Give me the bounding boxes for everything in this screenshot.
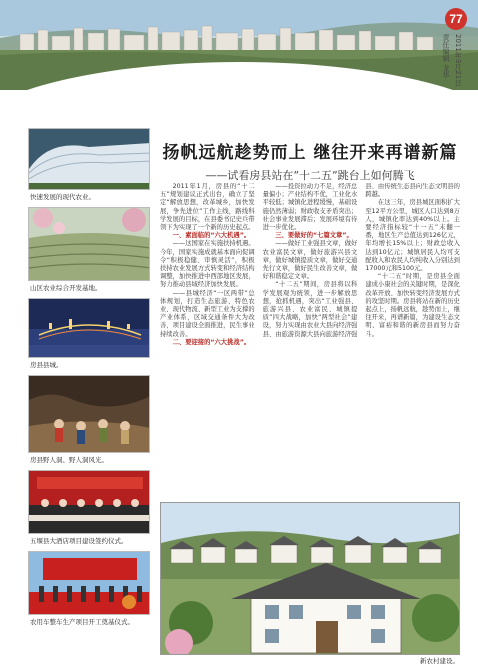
photo-new-village (160, 502, 460, 655)
paragraph: ——县城经济“一区两带”总体规划，打造生态旅游、特色农业、现代物流、新型工业为支撑的产业体系，区域交通条件大为改善，项目建设全面推进，民生事业持续改善。 (160, 289, 255, 338)
paragraph: 2011年1月，房县的“十二五”规划建议正式出台，确立了坚定“解放思想，改革城乡，加快发展，争先进位”工作主线，路线科学发展的目标，在县委书记史兵带领下为实现了一个新的历史起点。 (160, 183, 255, 232)
editor-line: 责任编辑 龙华 (442, 34, 450, 79)
photo-county-night (28, 298, 150, 358)
subheadline: ——试看房县站在“十二五”跳台上如何腾飞 (205, 169, 415, 182)
hotel-signing-image (29, 471, 150, 534)
article-body (160, 183, 460, 499)
paragraph: ——投资拉动力不足，经济总量偏小；产业结构不优，工业化水平较低；城镇化进程缓慢，基础设施仍然薄弱；财政收支矛盾突出；社会事业发展滞后；发展环境有待进一步优化。 (262, 183, 358, 232)
terraces-image (29, 208, 150, 281)
section-heading: 三、要做好的“七篇文章”。 (275, 232, 353, 240)
photo-groundbreaking (28, 551, 150, 615)
page-number-badge: 77 (445, 8, 467, 30)
caption-greenhouse: 快速发展的现代农业。 (30, 193, 95, 201)
paragraph: “十二五”时期，是房县全面建成小康社会的关键时期，是深化改革开放、加快转变经济发展方式的攻坚时期。房县将站在新的历史起点上，扬帆远航，趁势而上，继往开来，再谱新篇，为建设生态文明、富裕和谐的新房县而努力奋斗。 (365, 273, 460, 338)
paragraph: ——这国家在实施扶持机遇。今年，国家实施成就基本面向促调令“积极稳健、审慎灵活”，积极扶持农业发展方式转变和经济结构调整，加快推进中西部地区发展，努力推动县域经济加快发展。 (160, 240, 255, 289)
caption-county-town: 房县县城。 (30, 361, 63, 369)
city-panorama-banner (0, 0, 478, 90)
photo-column (28, 128, 150, 632)
new-village-image (161, 503, 460, 655)
paragraph: 在这三年，房县城区面积扩大至12平方公里，城区人口达到8万人，城镇化率达到40%以上。主要经济指标较“十一五”末翻一番，地区生产总值达到126亿元，年均增长15%以上；财政总收入达到10亿元；城镇居民人均可支配收入和农民人均纯收入分别达到17000元和5100元。 (365, 199, 460, 273)
section-heading: 二、要迎接的“六大挑战”。 (172, 338, 251, 346)
photo-terraces (28, 207, 150, 281)
cave-image (29, 376, 150, 453)
photo-cave (28, 375, 150, 453)
caption-terraces: 山区农业综合开发基地。 (30, 284, 102, 292)
article-headline-block (160, 138, 460, 183)
paragraph: ——做好工业强县文章，做好农业富民文章，做好旅游兴县文章，做好城镇提质文章，做好交通先行文章，做好民生改善文章，做好和谐稳定文章。 (262, 240, 358, 281)
caption-groundbreaking: 农用车整车生产项目开工奠基仪式。 (30, 618, 134, 626)
greenhouse-image (29, 129, 150, 190)
caption-hotel-signing: 五堰县大酒店项目建设签约仪式。 (30, 537, 128, 545)
photo-hotel-signing (28, 470, 150, 534)
caption-new-village: 新农村建设。 (420, 657, 459, 665)
issue-date: 2011年3月21日 (454, 34, 462, 87)
county-night-image (29, 299, 150, 358)
groundbreaking-image (29, 552, 150, 615)
section-heading: 一、素面临的“六大机遇”。 (172, 232, 251, 240)
caption-cave: 房县野人洞、野人洞风光。 (30, 456, 108, 464)
headline: 扬帆远航趁势而上 继往开来再谱新篇 (162, 143, 458, 163)
paragraph: “十二五”期间，房县将以科学发展观为统领，进一步解放思想，抢抓机遇，突出“工业强县、旅游兴县、农业富民、城镇提质”四大战略，加快“两型社会”建设，努力实现由农业大县向经济强县、由旅游资源大县向旅游经济强县、由传统生态县向生态文明县的跨越。 (262, 183, 460, 338)
photo-greenhouse (28, 128, 150, 190)
